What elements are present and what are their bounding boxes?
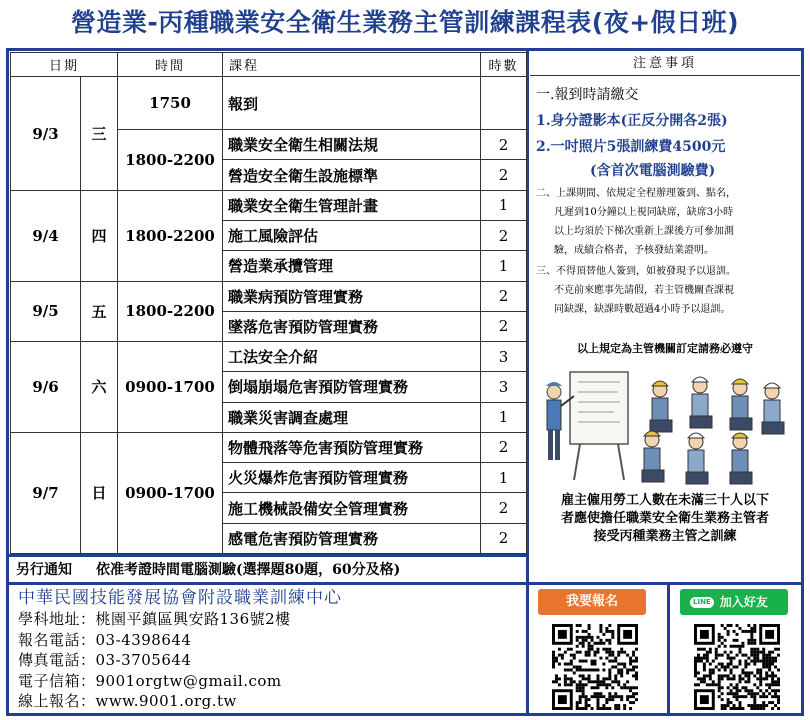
- date-cell: 9/7: [11, 432, 81, 553]
- weekday-cell: 四: [81, 190, 118, 281]
- course-cell: 施工風險評估: [223, 220, 481, 250]
- course-cell: 營造安全衛生設施標準: [223, 160, 481, 190]
- course-cell: 職業安全衛生相關法規: [223, 130, 481, 160]
- line-add-friend-button[interactable]: [680, 589, 788, 615]
- table-row: [11, 342, 527, 372]
- divider-notice: [9, 554, 529, 557]
- notes-panel: [530, 52, 800, 554]
- course-cell: 職業病預防管理實務: [223, 281, 481, 311]
- notes-item-2-line: 凡遲到10分鐘以上視同缺席，缺席3小時: [554, 207, 734, 218]
- address: 學科地址：桃園平鎮區興安路136號2樓: [18, 610, 291, 628]
- hours-cell: 1: [481, 402, 527, 432]
- line-qr-code-icon[interactable]: [694, 624, 780, 710]
- time-cell: 1800-2200: [118, 130, 223, 191]
- notes-footer-line: 者應使擔任職業安全衛生業務主管者: [560, 511, 769, 526]
- notes-item-2: [536, 184, 736, 260]
- notes-item-1: 一.報到時請繳交: [536, 87, 639, 103]
- weekday-cell: 三: [81, 77, 118, 190]
- course-cell: 報到: [223, 77, 481, 130]
- course-cell: 職業安全衛生管理計畫: [223, 190, 481, 220]
- hours-cell: 3: [481, 342, 527, 372]
- course-cell: 墜落危害預防管理實務: [223, 311, 481, 341]
- schedule-table: [10, 52, 527, 554]
- phone: 報名電話：03-4398644: [18, 630, 192, 649]
- hours-cell: 3: [481, 372, 527, 402]
- notes-item-2-line: 二、上課期間、依規定全程辦理簽到、點名，: [536, 188, 736, 199]
- hours-cell: 2: [481, 432, 527, 462]
- line-button-label: 加入好友: [719, 595, 768, 609]
- notes-item-3: [536, 262, 736, 319]
- hours-cell: 2: [481, 220, 527, 250]
- time-cell: 0900-1700: [118, 342, 223, 433]
- weekday-cell: 六: [81, 342, 118, 433]
- course-cell: 營造業承攬管理: [223, 251, 481, 281]
- divider-contact: [9, 582, 801, 585]
- line-logo-icon: LINE: [690, 597, 714, 608]
- hours-cell: 1: [481, 463, 527, 493]
- exam-notice: [10, 558, 526, 582]
- website[interactable]: 線上報名：www.9001.org.tw: [18, 692, 237, 711]
- page-title: 營造業-丙種職業安全衛生業務主管訓練課程表(夜+假日班): [70, 8, 740, 37]
- course-cell: 施工機械設備安全管理實務: [223, 493, 481, 523]
- notes-item-2-line: 驗，成績合格者，予核發結業證明。: [554, 245, 714, 256]
- notes-footer-line: 雇主僱用勞工人數在未滿三十人以下: [560, 493, 769, 508]
- org-name: 中華民國技能發展協會附設職業訓練中心: [18, 588, 342, 608]
- course-cell: 職業災害調查處理: [223, 402, 481, 432]
- header-hours: 時數: [481, 53, 527, 77]
- header-date: 日期: [11, 53, 118, 77]
- date-cell: 9/4: [11, 190, 81, 281]
- hours-cell: [481, 77, 527, 130]
- notes-item-3-line: 不克前來應事先請假，若主管機關查課視: [554, 285, 734, 296]
- notice-text: 依准考證時間電腦測驗(選擇題80題，60分及格): [96, 562, 401, 578]
- email[interactable]: 電子信箱：9001orgtw@gmail.com: [18, 671, 282, 690]
- date-cell: 9/6: [11, 342, 81, 433]
- table-row: [11, 281, 527, 311]
- training-illustration: [540, 362, 790, 487]
- notes-item-1c: (含首次電腦測驗費): [590, 163, 716, 179]
- notes-rule: 以上規定為主管機關訂定請務必遵守: [577, 342, 753, 355]
- date-cell: 9/3: [11, 77, 81, 190]
- hours-cell: 2: [481, 493, 527, 523]
- hours-cell: 2: [481, 523, 527, 553]
- time-cell: 1800-2200: [118, 281, 223, 342]
- signup-qr-code-icon[interactable]: [552, 624, 638, 710]
- notes-item-1b: 2.一吋照片5張訓練費4500元: [536, 139, 726, 155]
- hours-cell: 2: [481, 130, 527, 160]
- table-row: [11, 77, 527, 130]
- divider-qr-mid: [667, 582, 670, 713]
- table-row: [11, 432, 527, 462]
- divider-qr: [526, 582, 529, 713]
- weekday-cell: 日: [81, 432, 118, 553]
- course-cell: 倒塌崩塌危害預防管理實務: [223, 372, 481, 402]
- date-cell: 9/5: [11, 281, 81, 342]
- course-cell: 火災爆炸危害預防管理實務: [223, 463, 481, 493]
- weekday-cell: 五: [81, 281, 118, 342]
- hours-cell: 1: [481, 190, 527, 220]
- time-cell: 0900-1700: [118, 432, 223, 553]
- hours-cell: 2: [481, 281, 527, 311]
- notes-footer-line: 接受丙種業務主管之訓練: [593, 529, 737, 544]
- time-cell: 1800-2200: [118, 190, 223, 281]
- notes-item-2-line: 以上均須於下梯次重新上課後方可參加測: [554, 226, 734, 237]
- time-cell: 1750: [118, 77, 223, 130]
- course-cell: 工法安全介紹: [223, 342, 481, 372]
- hours-cell: 1: [481, 251, 527, 281]
- table-row: [11, 190, 527, 220]
- header-time: 時間: [118, 53, 223, 77]
- notes-item-3-line: 三、不得頂替他人簽到，如被發現予以退訓。: [536, 266, 736, 277]
- course-cell: 物體飛落等危害預防管理實務: [223, 432, 481, 462]
- notes-item-3-line: 同缺課，缺課時數超過4小時予以退訓。: [554, 304, 731, 315]
- header-course: 課程: [223, 53, 481, 77]
- hours-cell: 2: [481, 160, 527, 190]
- notes-header: 注意事項: [530, 52, 800, 76]
- fax: 傳真電話：03-3705644: [18, 651, 192, 670]
- notes-item-1a: 1.身分證影本(正反分開各2張): [536, 113, 728, 129]
- notice-label: 另行通知: [16, 562, 72, 578]
- signup-button[interactable]: 我要報名: [538, 589, 646, 615]
- course-cell: 感電危害預防管理實務: [223, 523, 481, 553]
- hours-cell: 2: [481, 311, 527, 341]
- contact-info: [18, 587, 526, 712]
